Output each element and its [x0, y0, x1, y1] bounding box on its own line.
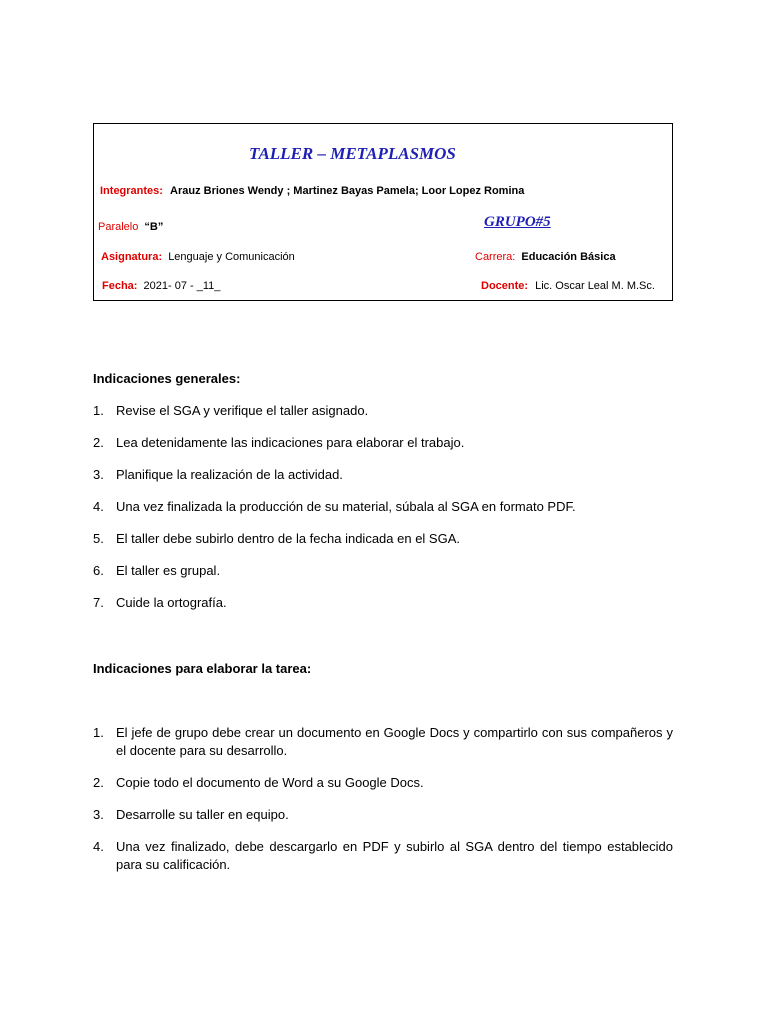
general-indications-list: [93, 402, 673, 612]
header-box: [93, 123, 673, 301]
paralelo-row: [98, 221, 163, 233]
task-indications-list: [93, 724, 673, 874]
asignatura-value: Lenguaje y Comunicación: [168, 251, 295, 263]
docente-label: Docente:: [481, 280, 529, 292]
docente-row: [481, 280, 655, 292]
fecha-label: Fecha:: [102, 280, 138, 292]
carrera-label: Carrera:: [475, 251, 516, 263]
list-item: 3. Desarrolle su taller en equipo.: [93, 807, 289, 822]
list-item: 3. Planifique la realización de la actividad.: [93, 467, 343, 482]
fecha-value: 2021- 07 - _11_: [143, 280, 221, 292]
asignatura-row: [101, 251, 295, 263]
general-indications-title: Indicaciones generales:: [93, 371, 241, 386]
paralelo-value: “B”: [144, 221, 164, 233]
document-title: TALLER – METAPLASMOS: [249, 144, 456, 163]
grupo-label: GRUPO#5: [484, 214, 551, 230]
docente-value: Lic. Oscar Leal M. M.Sc.: [535, 280, 655, 292]
list-item: 1. El jefe de grupo debe crear un documento en Google Docs y compartirlo con sus compañeros y el docente para su desarrollo.: [93, 725, 673, 758]
paralelo-label: Paralelo: [98, 221, 139, 233]
carrera-row: [475, 251, 616, 263]
list-item: 1. Revise el SGA y verifique el taller asignado.: [93, 403, 369, 418]
asignatura-label: Asignatura:: [101, 251, 163, 263]
integrantes-label: Integrantes:: [100, 185, 163, 197]
fecha-row: [102, 280, 220, 292]
integrantes-value: Arauz Briones Wendy ; Martinez Bayas Pamela; Loor Lopez Romina: [170, 185, 525, 197]
list-item: 4. Una vez finalizado, debe descargarlo en PDF y subirlo al SGA dentro del tiempo establecido para su calificación.: [93, 839, 673, 872]
integrantes-row: [100, 185, 524, 197]
list-item: 2. Lea detenidamente las indicaciones para elaborar el trabajo.: [93, 435, 465, 450]
list-item: 2. Copie todo el documento de Word a su Google Docs.: [93, 775, 424, 790]
carrera-value: Educación Básica: [521, 251, 616, 263]
list-item: 7. Cuide la ortografía.: [93, 595, 227, 610]
task-indications-title: Indicaciones para elaborar la tarea:: [93, 661, 312, 676]
list-item: 4. Una vez finalizada la producción de su material, súbala al SGA en formato PDF.: [93, 499, 576, 514]
list-item: 6. El taller es grupal.: [93, 563, 221, 578]
list-item: 5. El taller debe subirlo dentro de la fecha indicada en el SGA.: [93, 531, 460, 546]
